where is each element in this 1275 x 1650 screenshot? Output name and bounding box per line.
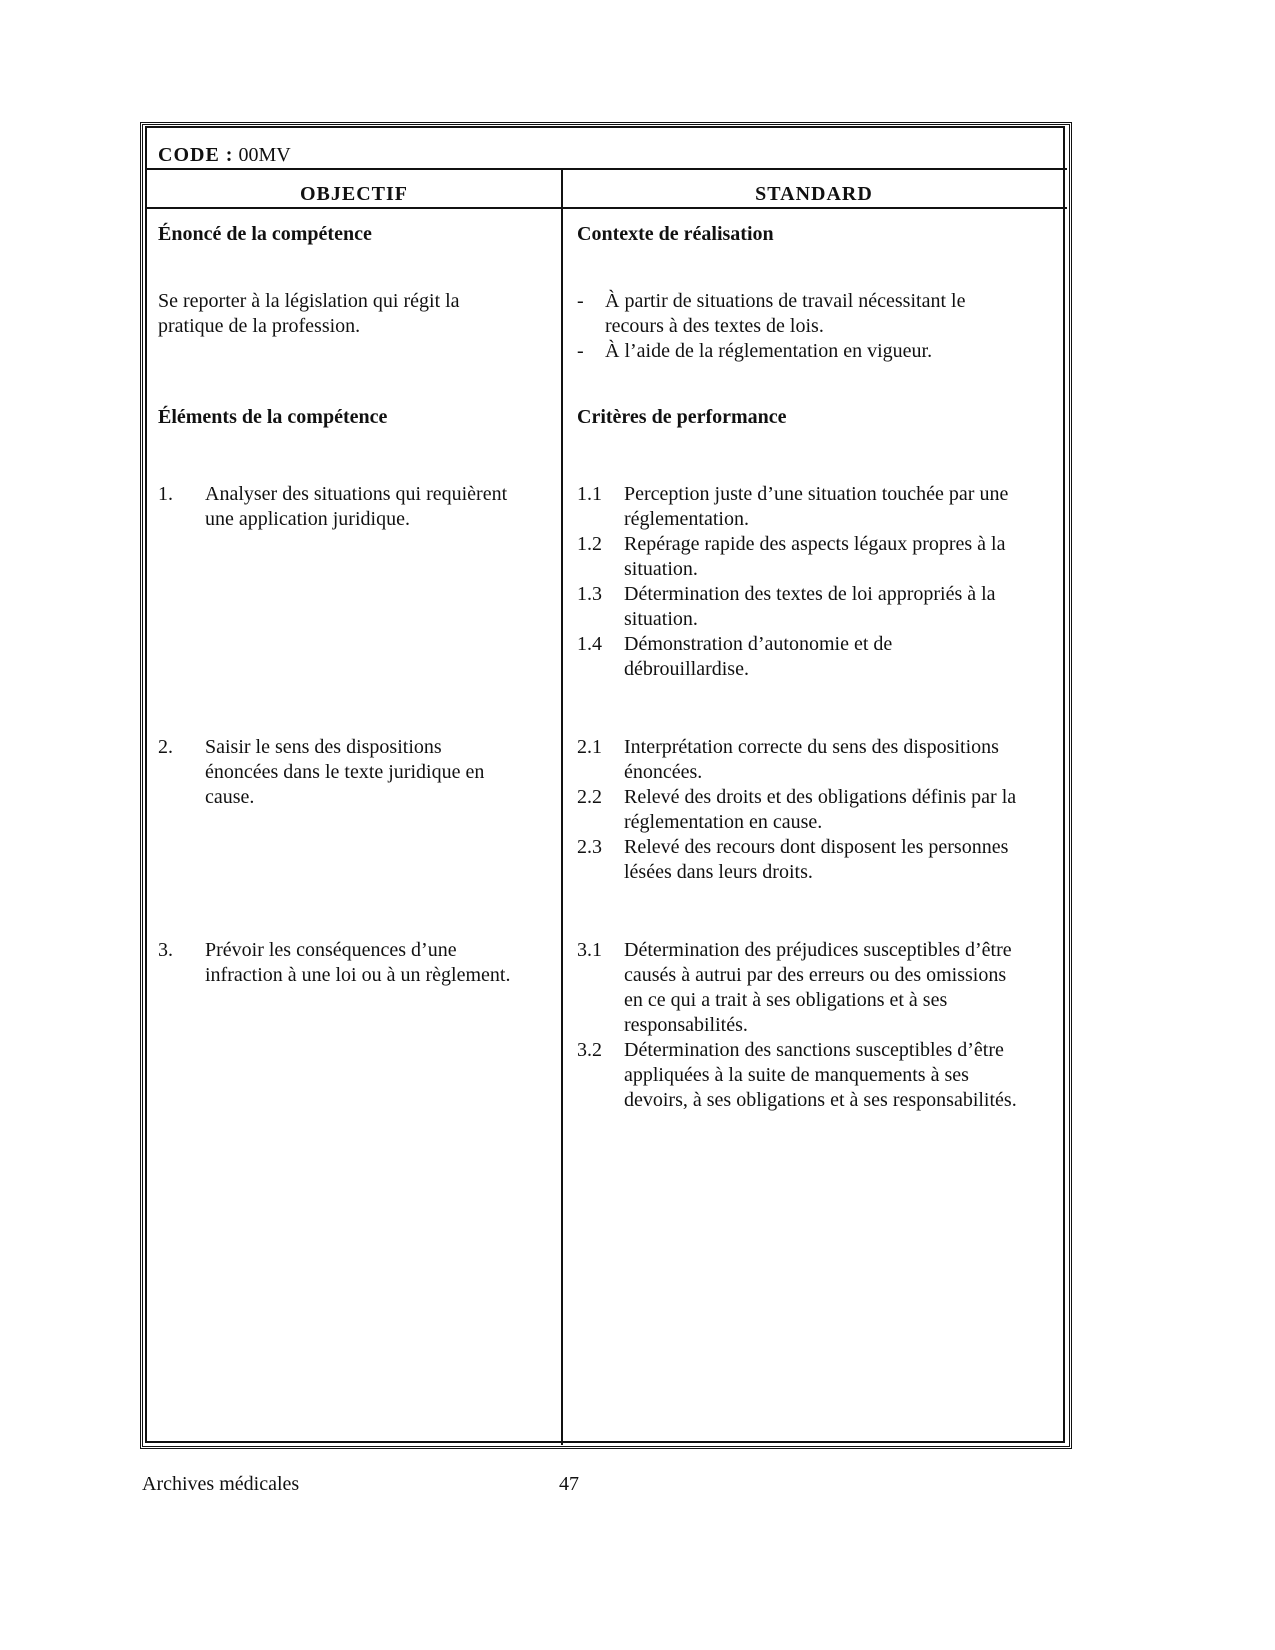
text-line: énoncées dans le texte juridique en xyxy=(205,761,485,783)
divider xyxy=(145,207,1067,209)
text-line: réglementation. xyxy=(624,508,749,530)
item-number: 2.3 xyxy=(577,836,602,858)
item-number: 1.4 xyxy=(577,633,602,655)
divider xyxy=(145,168,1067,170)
text-line: énoncées. xyxy=(624,761,703,783)
header-objectif: OBJECTIF xyxy=(299,183,409,205)
page-number: 47 xyxy=(559,1473,579,1495)
text-line: situation. xyxy=(624,608,698,630)
item-text xyxy=(605,339,932,364)
text-line: lésées dans leurs droits. xyxy=(624,861,813,883)
text-line: Détermination des textes de loi appropriés à la xyxy=(624,583,996,605)
item-number: 1.2 xyxy=(577,533,602,555)
item-number: 1. xyxy=(158,483,173,505)
text-line: causés à autrui par des erreurs ou des omissions xyxy=(624,964,1007,986)
text-line: réglementation en cause. xyxy=(624,811,823,833)
item-text xyxy=(624,735,999,785)
code-label: CODE : xyxy=(158,144,234,166)
item-text xyxy=(624,835,1008,885)
text-line: appliquées à la suite de manquements à ses xyxy=(624,1064,969,1086)
header-standard: STANDARD xyxy=(755,183,873,205)
item-number: 2.1 xyxy=(577,736,602,758)
text-line: Détermination des préjudices susceptibles d’être xyxy=(624,939,1012,961)
item-text xyxy=(624,1038,1017,1113)
criteres-title: Critères de performance xyxy=(577,406,787,428)
item-text xyxy=(624,632,892,682)
text-line: Prévoir les conséquences d’une xyxy=(205,939,457,961)
item-number: - xyxy=(577,340,584,362)
item-text xyxy=(624,482,1008,532)
text-line: Relevé des recours dont disposent les personnes xyxy=(624,836,1009,858)
text-line: cause. xyxy=(205,786,255,808)
item-text xyxy=(624,532,1006,582)
item-number: 3.1 xyxy=(577,939,602,961)
text-line: Se reporter à la législation qui régit la xyxy=(158,290,460,312)
text-line: devoirs, à ses obligations et à ses responsabilités. xyxy=(624,1089,1017,1111)
item-number: 1.1 xyxy=(577,483,602,505)
text-line: pratique de la profession. xyxy=(158,315,361,337)
item-text xyxy=(205,482,507,532)
text-line: responsabilités. xyxy=(624,1014,748,1036)
text-line: en ce qui a trait à ses obligations et à ses xyxy=(624,989,948,1011)
text-line: Analyser des situations qui requièrent xyxy=(205,483,508,505)
item-number: 3. xyxy=(158,939,173,961)
item-number: 2.2 xyxy=(577,786,602,808)
text-line: Interprétation correcte du sens des dispositions xyxy=(624,736,999,758)
item-number: 1.3 xyxy=(577,583,602,605)
text-line: Perception juste d’une situation touchée par une xyxy=(624,483,1009,505)
text-line: À partir de situations de travail nécessitant le xyxy=(605,290,966,312)
text-line: Saisir le sens des dispositions xyxy=(205,736,442,758)
item-number: - xyxy=(577,290,584,312)
text-line: une application juridique. xyxy=(205,508,410,530)
text-line: Relevé des droits et des obligations définis par la xyxy=(624,786,1017,808)
enonce-text xyxy=(158,289,460,339)
contexte-title: Contexte de réalisation xyxy=(577,223,774,245)
item-text xyxy=(624,582,996,632)
item-text xyxy=(205,735,484,810)
text-line: Détermination des sanctions susceptibles d’être xyxy=(624,1039,1004,1061)
item-number: 2. xyxy=(158,736,173,758)
text-line: recours à des textes de lois. xyxy=(605,315,824,337)
code-value: 00MV xyxy=(238,144,291,166)
text-line: situation. xyxy=(624,558,698,580)
text-line: Repérage rapide des aspects légaux propres à la xyxy=(624,533,1006,555)
item-text xyxy=(624,938,1012,1038)
code-row xyxy=(158,143,291,168)
text-line: infraction à une loi ou à un règlement. xyxy=(205,964,511,986)
footer-title: Archives médicales xyxy=(142,1473,300,1495)
elements-title: Éléments de la compétence xyxy=(158,406,388,428)
enonce-title: Énoncé de la compétence xyxy=(158,223,372,245)
text-line: À l’aide de la réglementation en vigueur. xyxy=(605,340,933,362)
item-number: 3.2 xyxy=(577,1039,602,1061)
item-text xyxy=(205,938,510,988)
column-divider xyxy=(561,170,563,1445)
text-line: débrouillardise. xyxy=(624,658,749,680)
item-text xyxy=(605,289,965,339)
text-line: Démonstration d’autonomie et de xyxy=(624,633,893,655)
item-text xyxy=(624,785,1016,835)
